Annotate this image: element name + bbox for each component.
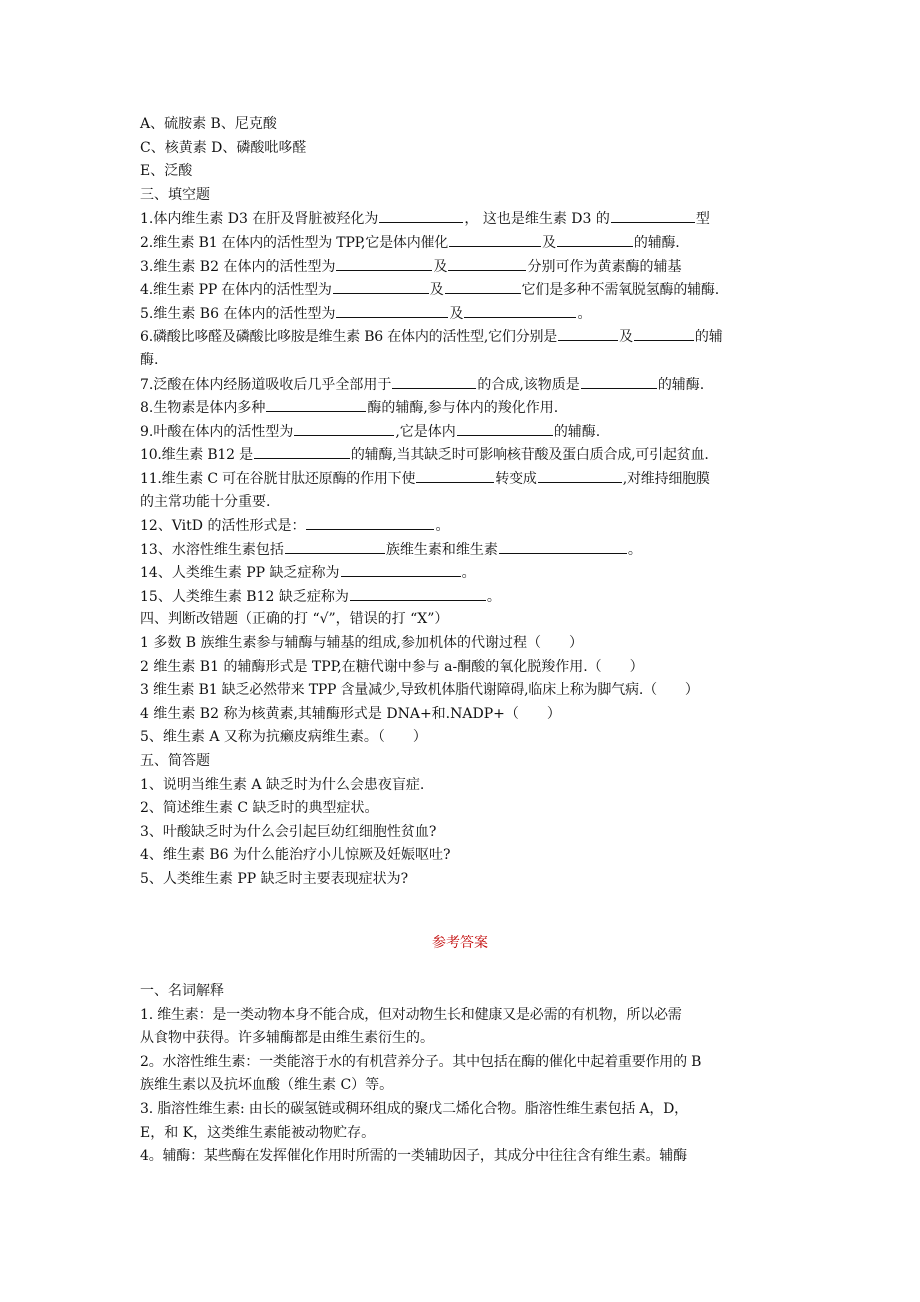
answer-blank xyxy=(464,302,576,318)
fill-question-11: 11.维生素 C 可在谷胱甘肽还原酶的作用下使 转变成 ,对维持细胞膜 xyxy=(140,467,790,491)
fill-question-12: 12、VitD 的活性形式是： 。 xyxy=(140,514,790,538)
answer-section xyxy=(140,980,790,1169)
answer-blank xyxy=(306,514,434,530)
fill-question-1: 1.体内维生素 D3 在肝及肾脏被羟化为 ， 这也是维生素 D3 的 型 xyxy=(140,207,790,231)
answer-blank xyxy=(416,467,494,483)
answer-blank xyxy=(581,373,657,389)
answer-blank xyxy=(379,207,463,223)
fill-question-15: 15、人类维生素 B12 缺乏症称为 。 xyxy=(140,585,790,609)
fill-question-3: 3.维生素 B2 在体内的活性型为 及 分别可作为黄素酶的辅基 xyxy=(140,255,790,279)
answer-key-title: 参考答案 xyxy=(432,935,488,951)
answer-blank xyxy=(634,325,694,341)
answer-blank xyxy=(445,278,521,294)
answer-blank xyxy=(341,561,461,577)
answer-blank xyxy=(449,231,541,247)
answer-blank xyxy=(336,302,448,318)
fill-question-9: 9.叶酸在体内的活性型为 ,它是体内 的辅酶. xyxy=(140,420,790,444)
answer-blank xyxy=(266,396,366,412)
answer-blank xyxy=(557,231,633,247)
answer-blank xyxy=(294,420,394,436)
fill-question-6: 6.磷酸比哆醛及磷酸比哆胺是维生素 B6 在体内的活性型,它们分别是 及 的辅 xyxy=(140,325,790,349)
answer-heading: 一、名词解释 xyxy=(140,983,224,999)
question-sheet xyxy=(140,113,790,892)
section-heading-short: 五、简答题 xyxy=(140,753,210,770)
answer-blank xyxy=(457,420,553,436)
answer-item-4: 4。辅酶：某些酶在发挥催化作用时所需的一类辅助因子，其成分中往往含有维生素。辅酶 xyxy=(140,1148,687,1165)
answer-blank xyxy=(538,467,622,483)
section-heading-fill: 三、填空题 xyxy=(140,186,210,203)
fill-question-13: 13、水溶性维生素包括 族维生素和维生素 。 xyxy=(140,538,790,562)
answer-item-3-cont: E，和 K，这类维生素能被动物贮存。 xyxy=(140,1124,376,1141)
judge-item: 5、维生素 A 又称为抗癞皮病维生素。（ ） xyxy=(140,729,427,746)
option-line: C、核黄素 D、磷酸吡哆醛 xyxy=(140,139,307,156)
fill-question-4: 4.维生素 PP 在体内的活性型为 及 它们是多种不需氧脱氢酶的辅酶. xyxy=(140,278,790,302)
fill-question-7: 7.泛酸在体内经肠道吸收后几乎全部用于 的合成,该物质是 的辅酶. xyxy=(140,373,790,397)
fill-question-2: 2.维生素 B1 在体内的活性型为 TPP,它是体内催化 及 的辅酶. xyxy=(140,231,790,255)
answer-blank xyxy=(558,325,618,341)
judge-item: 3 维生素 B1 缺乏必然带来 TPP 含量减少,导致机体脂代谢障碍,临床上称为脚气病.（ ） xyxy=(140,682,699,699)
section-heading-judge: 四、判断改错题（正确的打 “√”，错误的打 “X”） xyxy=(140,611,449,628)
judge-item: 1 多数 B 族维生素参与辅酶与辅基的组成,参加机体的代谢过程（ ） xyxy=(140,635,583,652)
fill-question-5: 5.维生素 B6 在体内的活性型为 及 。 xyxy=(140,302,790,326)
answer-blank xyxy=(611,207,695,223)
judge-item: 2 维生素 B1 的辅酶形式是 TPP,在糖代谢中参与 a-酮酸的氧化脱羧作用.（ ） xyxy=(140,658,644,675)
answer-item-2-cont: 族维生素以及抗坏血酸（维生素 C）等。 xyxy=(140,1077,394,1094)
answer-blank xyxy=(350,585,486,601)
answer-blank xyxy=(336,255,432,271)
answer-blank xyxy=(254,443,350,459)
answer-item-2: 2。水溶性维生素：一类能溶于水的有机营养分子。其中包括在酶的催化中起着重要作用的 B xyxy=(140,1053,702,1070)
answer-blank xyxy=(333,278,429,294)
fill-question-14: 14、人类维生素 PP 缺乏症称为 。 xyxy=(140,561,790,585)
fill-question-11-cont: 的主常功能十分重要. xyxy=(140,493,271,510)
answer-item-1: 1. 维生素：是一类动物本身不能合成，但对动物生长和健康又是必需的有机物，所以必需 xyxy=(140,1006,682,1023)
answer-item-3: 3. 脂溶性维生素: 由长的碳氢链或稠环组成的聚戊二烯化合物。脂溶性维生素包括 A，D， xyxy=(140,1100,688,1117)
fill-question-10: 10.维生素 B12 是 的辅酶,当其缺乏时可影响核苷酸及蛋白质合成,可引起贫血. xyxy=(140,443,790,467)
short-question: 1、说明当维生素 A 缺乏时为什么会患夜盲症. xyxy=(140,776,425,793)
answer-blank xyxy=(392,373,476,389)
answer-blank xyxy=(285,538,385,554)
fill-question-6-cont: 酶. xyxy=(140,351,159,368)
short-question: 5、人类维生素 PP 缺乏时主要表现症状为? xyxy=(140,871,409,887)
judge-item: 4 维生素 B2 称为核黄素,其辅酶形式是 DNA+和.NADP+（ ） xyxy=(140,705,561,722)
answer-item-1-cont: 从食物中获得。许多辅酶都是由维生素衍生的。 xyxy=(140,1030,434,1047)
short-question: 4、维生素 B6 为什么能治疗小儿惊厥及妊娠呕吐? xyxy=(140,847,451,864)
answer-blank xyxy=(448,255,526,271)
option-line: E、泛酸 xyxy=(140,163,193,180)
answer-blank xyxy=(499,538,627,554)
fill-question-8: 8.生物素是体内多种 酶的辅酶,参与体内的羧化作用. xyxy=(140,396,790,420)
short-question: 2、简述维生素 C 缺乏时的典型症状。 xyxy=(140,800,379,817)
short-question: 3、叶酸缺乏时为什么会引起巨幼红细胞性贫血? xyxy=(140,823,437,840)
option-line: A、硫胺素 B、尼克酸 xyxy=(140,116,277,132)
